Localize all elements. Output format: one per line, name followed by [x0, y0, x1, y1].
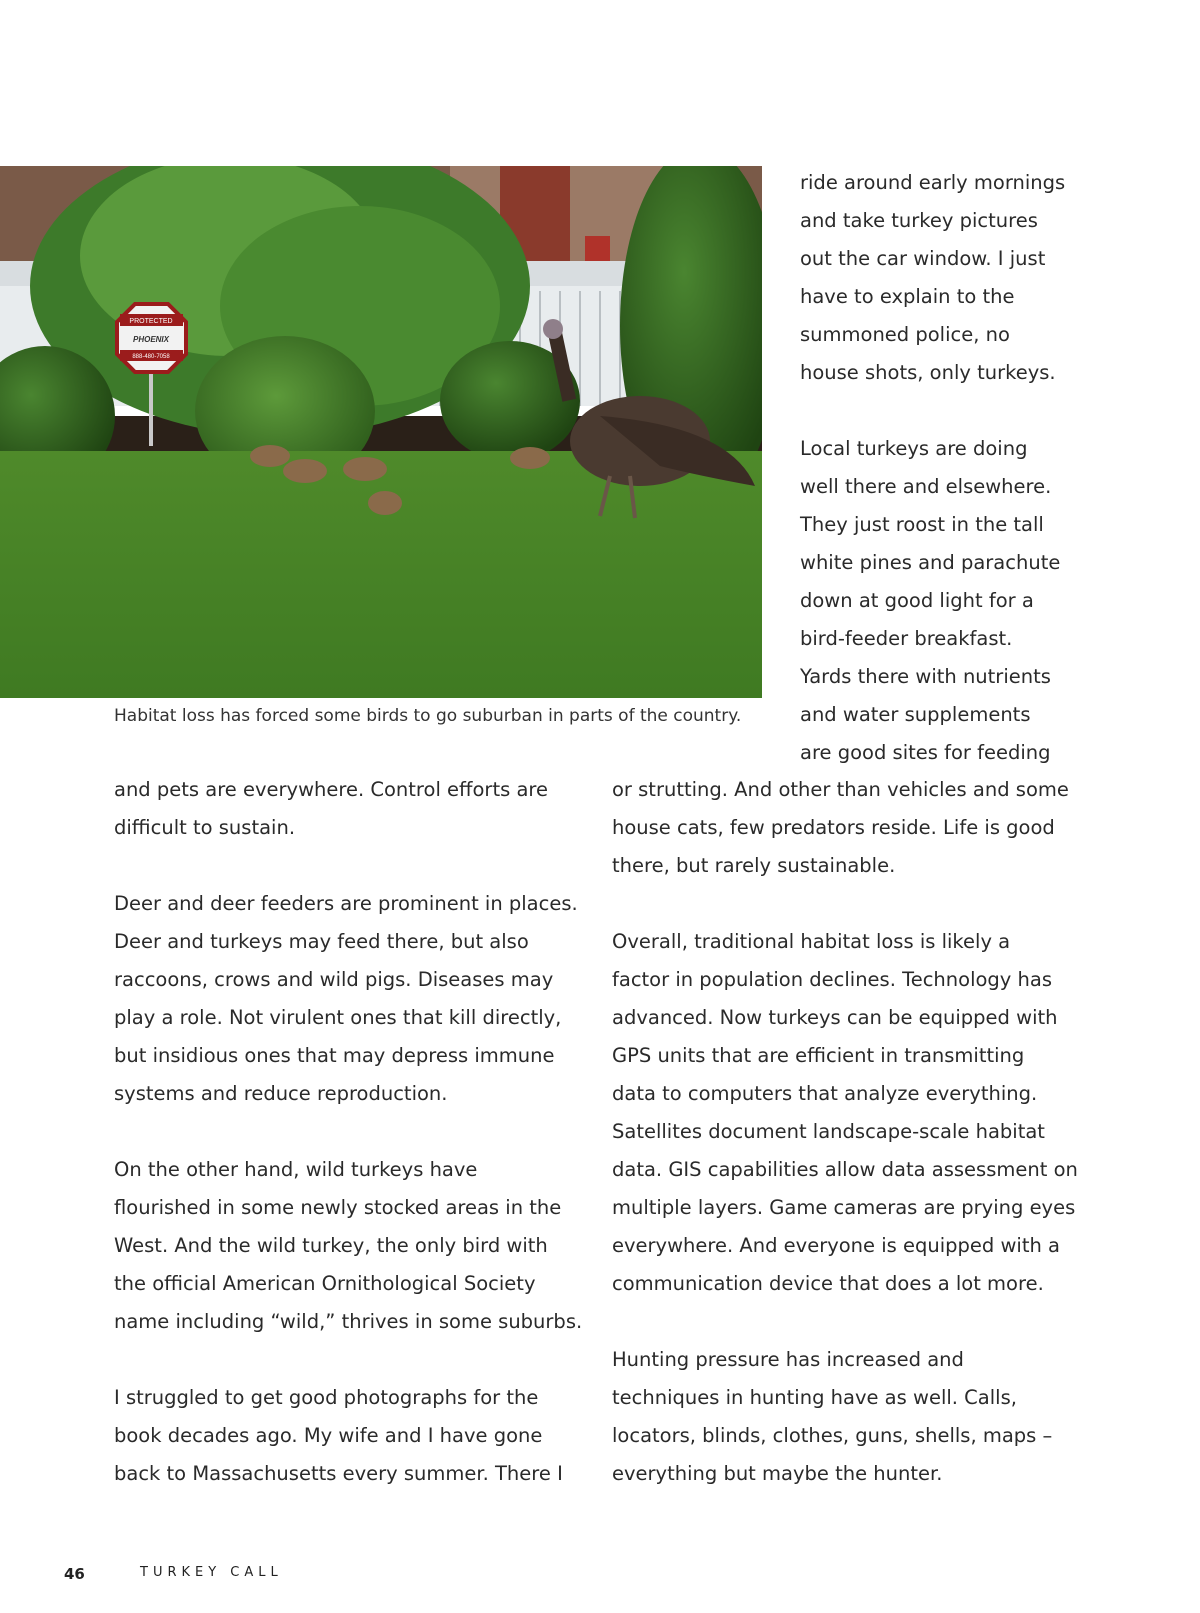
text-line: and pets are everywhere. Control efforts are: [114, 778, 548, 801]
text-line: multiple layers. Game cameras are prying eyes: [612, 1196, 1076, 1219]
text-line: well there and elsewhere.: [800, 475, 1052, 498]
text-line: Deer and deer feeders are prominent in places.: [114, 892, 578, 915]
text-line: GPS units that are efficient in transmitting: [612, 1044, 1025, 1067]
text-line: are good sites for feeding: [800, 741, 1051, 764]
paragraph-gap: [612, 1303, 1078, 1341]
svg-text:PROTECTED: PROTECTED: [129, 318, 173, 325]
right-column-text: [612, 771, 1078, 1493]
text-line: advanced. Now turkeys can be equipped with: [612, 1006, 1058, 1029]
text-line: have to explain to the: [800, 285, 1015, 308]
text-line: back to Massachusetts every summer. There I: [114, 1462, 563, 1485]
svg-text:888-480-7058: 888-480-7058: [132, 354, 170, 360]
paragraph-gap: [612, 885, 1078, 923]
magazine-name: TURKEY CALL: [140, 1565, 283, 1580]
text-line: Deer and turkeys may feed there, but also: [114, 930, 529, 953]
side-column-text: [800, 164, 1065, 772]
text-line: techniques in hunting have as well. Calls,: [612, 1386, 1017, 1409]
text-line: data. GIS capabilities allow data assessment on: [612, 1158, 1078, 1181]
text-line: bird-feeder breakfast.: [800, 627, 1013, 650]
text-line: flourished in some newly stocked areas in the: [114, 1196, 562, 1219]
text-line: I struggled to get good photographs for the: [114, 1386, 539, 1409]
text-line: Satellites document landscape-scale habitat: [612, 1120, 1045, 1143]
text-line: West. And the wild turkey, the only bird with: [114, 1234, 548, 1257]
page-number: 46: [64, 1565, 85, 1583]
text-line: Yards there with nutrients: [800, 665, 1051, 688]
text-line: house shots, only turkeys.: [800, 361, 1056, 384]
text-line: play a role. Not virulent ones that kill directly,: [114, 1006, 562, 1029]
text-line: communication device that does a lot more.: [612, 1272, 1044, 1295]
text-line: there, but rarely sustainable.: [612, 854, 896, 877]
text-line: house cats, few predators reside. Life is good: [612, 816, 1055, 839]
turkey-photo: [0, 166, 762, 698]
text-line: Overall, traditional habitat loss is likely a: [612, 930, 1011, 953]
text-line: or strutting. And other than vehicles and some: [612, 778, 1069, 801]
text-line: They just roost in the tall: [800, 513, 1044, 536]
paragraph-gap: [800, 392, 1065, 430]
photo-caption: Habitat loss has forced some birds to go suburban in parts of the country.: [114, 706, 742, 726]
text-line: summoned police, no: [800, 323, 1010, 346]
svg-text:PHOENIX: PHOENIX: [132, 335, 170, 344]
text-line: locators, blinds, clothes, guns, shells, maps –: [612, 1424, 1053, 1447]
text-line: factor in population declines. Technology has: [612, 968, 1053, 991]
text-line: data to computers that analyze everything.: [612, 1082, 1038, 1105]
text-line: book decades ago. My wife and I have gone: [114, 1424, 543, 1447]
text-line: raccoons, crows and wild pigs. Diseases may: [114, 968, 554, 991]
left-column-text: [114, 771, 582, 1493]
text-line: On the other hand, wild turkeys have: [114, 1158, 478, 1181]
paragraph-gap: [114, 1341, 582, 1379]
paragraph-gap: [114, 1113, 582, 1151]
text-line: white pines and parachute: [800, 551, 1061, 574]
text-line: ride around early mornings: [800, 171, 1066, 194]
text-line: everywhere. And everyone is equipped with a: [612, 1234, 1061, 1257]
text-line: down at good light for a: [800, 589, 1034, 612]
paragraph-gap: [114, 847, 582, 885]
text-line: difficult to sustain.: [114, 816, 296, 839]
text-line: the official American Ornithological Society: [114, 1272, 536, 1295]
text-line: but insidious ones that may depress immune: [114, 1044, 555, 1067]
text-line: name including “wild,” thrives in some suburbs.: [114, 1310, 583, 1333]
text-line: everything but maybe the hunter.: [612, 1462, 943, 1485]
text-line: out the car window. I just: [800, 247, 1046, 270]
text-line: Local turkeys are doing: [800, 437, 1028, 460]
text-line: and take turkey pictures: [800, 209, 1038, 232]
text-line: and water supplements: [800, 703, 1031, 726]
text-line: Hunting pressure has increased and: [612, 1348, 964, 1371]
text-line: systems and reduce reproduction.: [114, 1082, 448, 1105]
